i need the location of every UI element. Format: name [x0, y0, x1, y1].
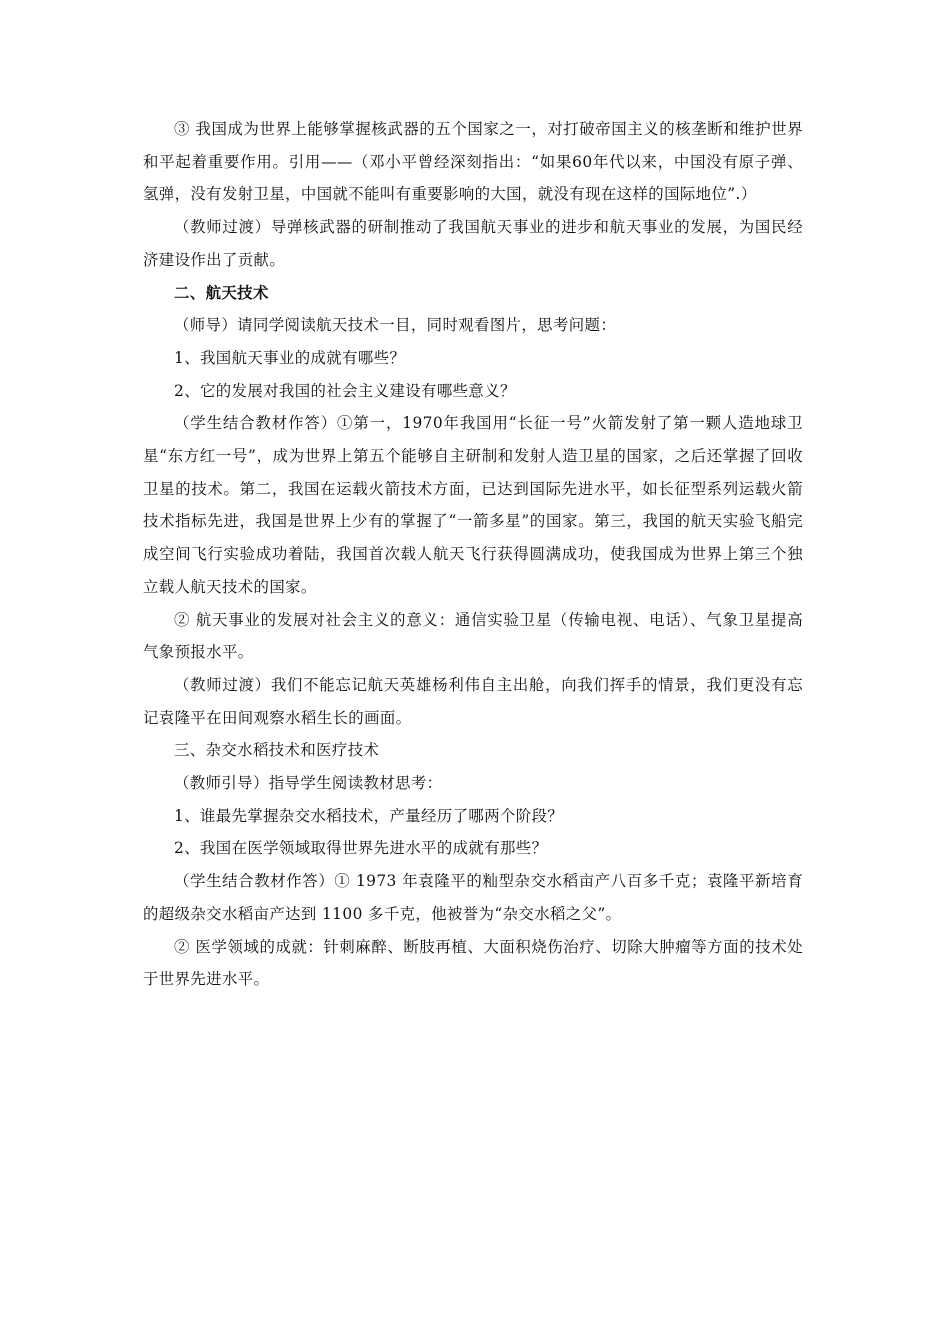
question-4: 2、我国在医学领域取得世界先进水平的成就有那些？: [174, 839, 548, 858]
paragraph-teacher-transition-1: （教师过渡）导弹核武器的研制推动了我国航天事业的进步和航天事业的发展，为国民经济建设作出了贡献。: [143, 218, 803, 269]
paragraph-teacher-lead: （教师引导）指导学生阅读教材思考：: [174, 774, 443, 793]
document-body: [143, 113, 803, 996]
question-3: 1、谁最先掌握杂交水稻技术，产量经历了哪两个阶段？: [174, 806, 564, 825]
paragraph-aerospace-significance: ② 航天事业的发展对社会主义的意义：通信实验卫星（传输电视、电话）、气象卫星提高气象预报水平。: [143, 610, 803, 662]
paragraph-student-answer-rice: （学生结合教材作答）① 1973 年袁隆平的籼型杂交水稻亩产八百多千克；袁隆平新培育的超级杂交水稻亩产达到 1100 多千克，他被誉为“杂交水稻之父”。: [143, 872, 803, 923]
paragraph-teacher-guide: （师导）请同学阅读航天技术一目，同时观看图片，思考问题：: [174, 316, 617, 335]
section-heading-aerospace: 二、航天技术: [174, 283, 269, 302]
question-2: 2、它的发展对我国的社会主义建设有哪些意义？: [174, 381, 516, 400]
paragraph-student-answer-aerospace: （学生结合教材作答）①第一，1970年我国用“长征一号”火箭发射了第一颗人造地球卫星“东方红一号”，成为世界上第五个能够自主研制和发射人造卫星的国家，之后还掌握了回收卫星的技术。第二，我国在运载火箭技术方面，已达到国际先进水平，如长征型系列运载火箭技术指标先进，我国是世界上少有的掌握了“一箭多星”的国家。第三，我国的航天实验飞船完成空间飞行实验成功着陆，我国首次载人航天飞行获得圆满成功，使我国成为世界上第三个独立载人航天技术的国家。: [143, 414, 803, 596]
question-1: 1、我国航天事业的成就有哪些？: [174, 348, 406, 367]
paragraph-teacher-transition-2: （教师过渡）我们不能忘记航天英雄杨利伟自主出舱，向我们挥手的情景，我们更没有忘记袁隆平在田间观察水稻生长的画面。: [143, 675, 803, 727]
paragraph-nuclear-significance: ③ 我国成为世界上能够掌握核武器的五个国家之一，对打破帝国主义的核垄断和维护世界和平起着重要作用。引用——（邓小平曾经深刻指出：“如果60年代以来，中国没有原子弹、氢弹，没有发射卫星，中国就不能叫有重要影响的大国，就没有现在这样的国际地位”.）: [143, 120, 803, 204]
paragraph-medical-achievements: ② 医学领域的成就：针刺麻醉、断肢再植、大面积烧伤治疗、切除大肿瘤等方面的技术处于世界先进水平。: [143, 937, 803, 989]
section-heading-rice-medical: 三、杂交水稻技术和医疗技术: [174, 741, 380, 760]
